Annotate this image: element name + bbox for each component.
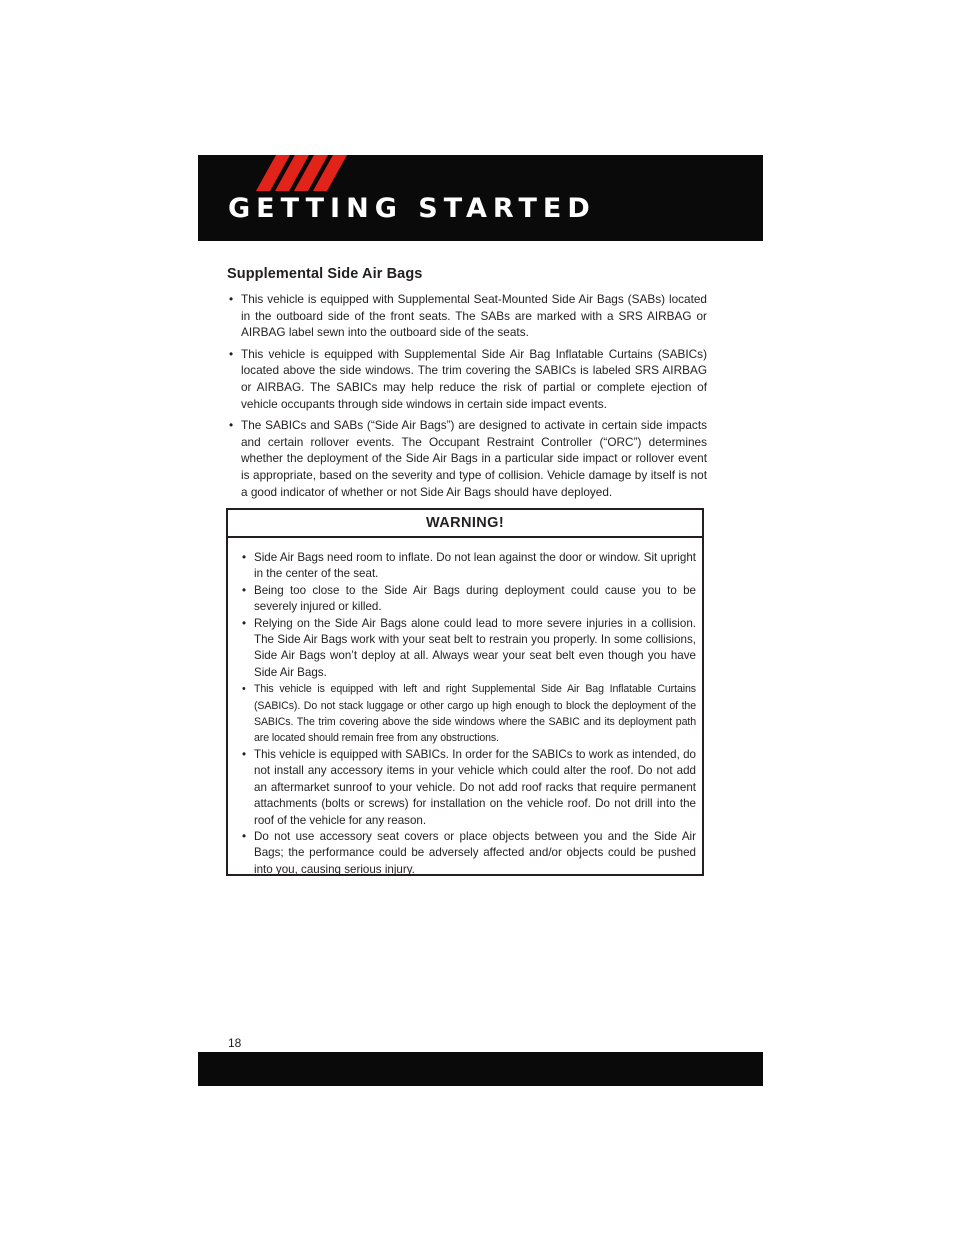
warning-title: WARNING! [228, 510, 702, 538]
list-item: • Do not use accessory seat covers or place objects between you and the Side Air Bags; the performance could be adversely affected and/or objects could be pushed into you, causing serious injury. [240, 829, 696, 878]
subsection-title: Supplemental Side Air Bags [227, 266, 423, 282]
footer-band [198, 1052, 763, 1086]
main-content [227, 266, 707, 505]
brand-stripes-icon [248, 155, 358, 191]
list-item: • Side Air Bags need room to inflate. Do not lean against the door or window. Sit upright in the center of the seat. [240, 550, 696, 583]
list-item: • The SABICs and SABs (“Side Air Bags”) are designed to activate in certain side impacts and certain rollover events. The Occupant Restraint Controller (“ORC”) determines whether the deployment of the Side Air Bags in a particular side impact or rollover event is appropriate, based on the severity and type of collision. Vehicle damage by itself is not a good indicator of whether or not Side Air Bags should have deployed. [227, 417, 707, 500]
section-title: GETTING STARTED [228, 193, 596, 224]
list-item: • This vehicle is equipped with left and right Supplemental Side Air Bag Inflatable Curtains (SABICs). Do not stack luggage or other cargo up high enough to block the deployment of the SABICs. The trim covering above the side windows where the SABIC and its deployment path are located should remain free from any obstructions. [240, 681, 696, 747]
warning-box [226, 508, 704, 876]
list-item: • Relying on the Side Air Bags alone could lead to more severe injuries in a collision. The Side Air Bags work with your seat belt to restrain you properly. In some collisions, Side Air Bags won’t deploy at all. Always wear your seat belt even though you have Side Air Bags. [240, 616, 696, 682]
section-header-band [198, 155, 763, 241]
warning-list [228, 538, 702, 878]
list-item: • Being too close to the Side Air Bags during deployment could cause you to be severely injured or killed. [240, 583, 696, 616]
list-item: • This vehicle is equipped with Supplemental Seat-Mounted Side Air Bags (SABs) located in the outboard side of the front seats. The SABs are marked with a SRS AIRBAG or AIRBAG label sewn into the outboard side of the seats. [227, 291, 707, 341]
list-item: • This vehicle is equipped with SABICs. In order for the SABICs to work as intended, do not install any accessory items in your vehicle which could alter the roof. Do not add an aftermarket sunroof to your vehicle. Do not add roof racks that require permanent attachments (bolts or screws) for installation on the vehicle roof. Do not drill into the roof of the vehicle for any reason. [240, 747, 696, 829]
page-number: 18 [228, 1036, 242, 1050]
list-item: • This vehicle is equipped with Supplemental Side Air Bag Inflatable Curtains (SABICs) located above the side windows. The trim covering the SABICs is labeled SRS AIRBAG or AIRBAG. The SABICs may help reduce the risk of partial or complete ejection of vehicle occupants through side windows in certain side impact events. [227, 346, 707, 412]
info-bullet-list [227, 291, 707, 500]
